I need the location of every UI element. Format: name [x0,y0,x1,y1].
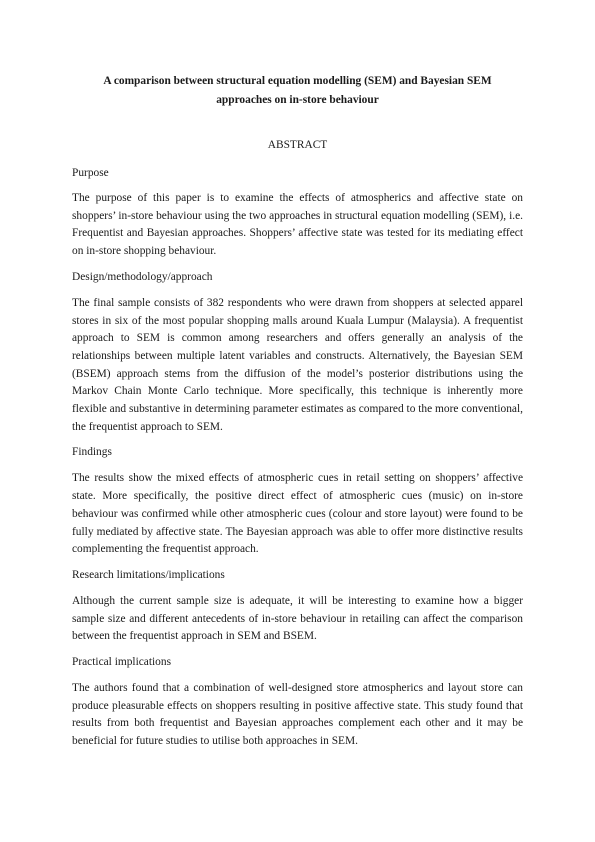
paper-page [72,0,523,751]
section-body-limitations: Although the current sample size is adequate, it will be interesting to examine how a bigger sample size and different antecedents of in-store behaviour in retailing can affect the comparison between the frequentist approach in SEM and BSEM. [72,594,523,643]
paper-title: A comparison between structural equation modelling (SEM) and Bayesian SEM approaches on in-store behaviour [103,75,492,106]
section-heading-limitations: Research limitations/implications [72,568,225,581]
section-heading-practical: Practical implications [72,656,172,669]
section-body-practical: The authors found that a combination of well-designed store atmospherics and layout store can produce pleasurable effects on shoppers resulting in positive affective state. This study found that results from both frequentist and Bayesian approaches complement each other and it may be beneficial for future studies to utilise both approaches in SEM. [72,682,523,748]
section-heading-purpose: Purpose [72,167,109,179]
abstract-heading: ABSTRACT [267,139,328,151]
section-heading-findings: Findings [72,446,112,459]
section-body-findings: The results show the mixed effects of atmospheric cues in retail setting on shoppers’ affective state. More specifically, the positive direct effect of atmospheric cues (music) on in-store behaviour was confirmed while other atmospheric cues (colour and store layout) were found to be fully mediated by affective state. The Bayesian approach was able to offer more distinctive results complementing the frequentist approach. [72,472,523,556]
section-body-purpose: The purpose of this paper is to examine the effects of atmospherics and affective state on shoppers’ in-store behaviour using the two approaches in structural equation modelling (SEM), i.e. Frequentist and Bayesian approaches. Shoppers’ affective state was tested for its mediating effect on in-store shopping behaviour. [72,192,523,258]
section-heading-design: Design/methodology/approach [72,270,213,283]
section-body-design: The final sample consists of 382 respondents who were drawn from shoppers at selected apparel stores in six of the most popular shopping malls around Kuala Lumpur (Malaysia). A frequentist approach to SEM is common among researchers and offers generally an analysis of the relationships between multiple latent variables and constructs. Alternatively, the Bayesian SEM (BSEM) approach stems from the diffusion of the model’s posterior distributions using the Markov Chain Monte Carlo technique. More specifically, this technique is inherently more flexible and substantive in determining parameter estimates as compared to the more conventional, the frequentist approach to SEM. [72,296,523,433]
